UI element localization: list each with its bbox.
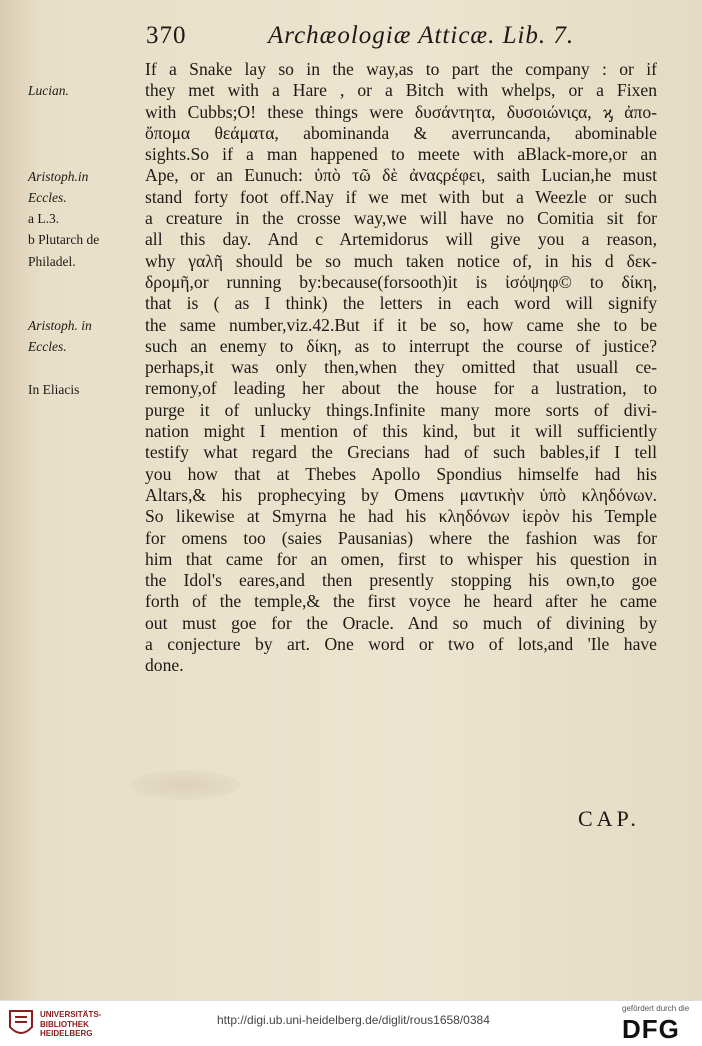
- margin-note: Aristoph.in: [28, 168, 89, 184]
- running-title: Archæologiæ Atticæ. Lib. 7.: [268, 22, 575, 49]
- margin-note: Eccles.: [28, 189, 67, 205]
- sponsor-label: gefördert durch die: [622, 1004, 690, 1013]
- text-line: all this day. And c Artemidorus will give you a reason,: [145, 229, 657, 250]
- text-line: ὄπομα θεάματα, abominanda & averruncanda, abominable: [145, 122, 657, 143]
- margin-note: Philadel.: [28, 253, 76, 269]
- text-line: If a Snake lay so in the way,as to part the company : or if: [145, 59, 657, 79]
- text-line: that is ( as I think) the letters in each word will signify: [145, 293, 657, 314]
- text-line: him that came for an omen, first to whisper his question in: [145, 548, 657, 569]
- running-header: [0, 20, 702, 56]
- text-line: Altars,& his prophecying by Omens μαντικὴν ὑπὸ κληδόνων.: [145, 484, 657, 505]
- text-line: they met with a Hare , or a Bitch with whelps, or a Fixen: [145, 80, 657, 101]
- text-line: for omens too (saies Pausanias) where the fashion was for: [145, 527, 657, 548]
- text-line: such an enemy to δίκη, as to interrupt the course of justice?: [145, 335, 657, 356]
- paper-stain: [130, 770, 240, 800]
- text-line: So likewise at Smyrna he had his κληδόνων ἱερὸν his Temple: [145, 506, 657, 527]
- text-line: forth of the temple,& the first voyce he heard after he came: [145, 591, 657, 612]
- margin-note: a L.3.: [28, 211, 60, 227]
- library-name: [40, 1010, 101, 1039]
- margin-note: Aristoph. in: [28, 317, 92, 333]
- margin-note: Eccles.: [28, 338, 67, 354]
- text-line: out must goe for the Oracle. And so much of divining by: [145, 612, 657, 633]
- permalink[interactable]: http://digi.ub.uni-heidelberg.de/diglit/rous1658/0384: [217, 1013, 490, 1027]
- text-line: δρομῆ,or running by:because(forsooth)it is ἰσόψηφ© to δίκη,: [145, 271, 657, 292]
- text-line: a creature in the crosse way,we will have no Comitia sit for: [145, 208, 657, 229]
- library-name-line: UNIVERSITÄTS-: [40, 1010, 102, 1019]
- text-line: nation might I mention of this kind, but it will sufficiently: [145, 421, 657, 442]
- margin-note: Lucian.: [28, 83, 69, 99]
- text-line: perhaps,it was only then,when they omitted that usuall ce-: [145, 357, 657, 378]
- text-line: a conjecture by art. One word or two of lots,and 'Ile have: [145, 634, 657, 655]
- text-line: the same number,viz.42.But if it be so, how came she to be: [145, 314, 657, 335]
- text-line: you how that at Thebes Apollo Spondius himselfe had his: [145, 463, 657, 484]
- text-line: with Cubbs;O! these things were δυσάντητα, δυσοιώνιςα, ϗ ἀπο-: [145, 101, 657, 122]
- text-line: stand forty foot off.Nay if we met with but a Weezle or such: [145, 186, 657, 207]
- text-line: done.: [145, 655, 184, 676]
- margin-note: b Plutarch de: [28, 232, 100, 248]
- footer-bar: [0, 1000, 702, 1046]
- text-line: sights.So if a man happened to meete with aBlack-more,or an: [145, 144, 657, 165]
- university-seal-icon: [8, 1009, 34, 1039]
- library-name-line: HEIDELBERG: [40, 1029, 93, 1038]
- page-number: 370: [146, 22, 187, 49]
- catchword: CAP.: [578, 806, 640, 831]
- text-line: remony,of leading her about the house for a lustration, to: [145, 378, 657, 399]
- library-name-line: BIBLIOTHEK: [40, 1019, 89, 1029]
- margin-note: In Eliacis: [28, 381, 80, 397]
- text-line: purge it of unlucky things.Infinite many more sorts of divi-: [145, 399, 657, 420]
- text-line: why γαλῆ should be so much taken notice of, in his d δεκ-: [145, 250, 657, 271]
- text-line: the Idol's eares,and then presently stopping his own,to goe: [145, 570, 657, 591]
- text-line: Ape, or an Eunuch: ὑπὸ τῶ δὲ ἀναςρέφει, saith Lucian,he must: [145, 165, 657, 186]
- text-line: testify what regard the Grecians had of such bables,if I tell: [145, 442, 657, 463]
- body-text: [145, 59, 657, 677]
- dfg-logo: DFG: [622, 1014, 680, 1044]
